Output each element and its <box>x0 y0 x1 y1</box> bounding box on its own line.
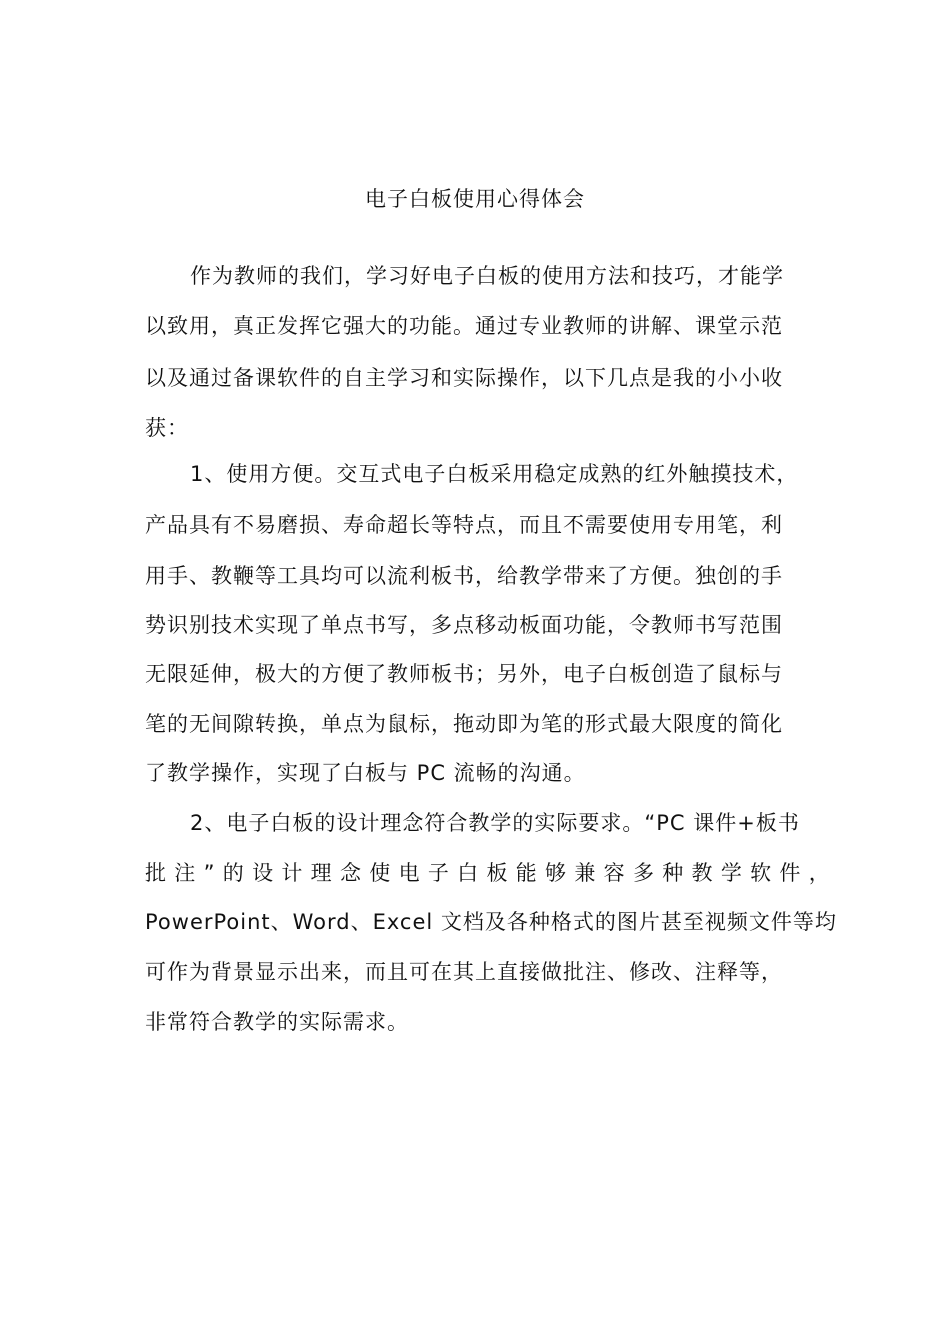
spread-character: 兼 <box>574 861 596 885</box>
paragraph-2-line-3: 用手、教鞭等工具均可以流利板书，给教学带来了方便。独创的手 <box>145 564 783 588</box>
spread-character: ” <box>203 861 215 885</box>
spread-character: 注 <box>174 861 196 885</box>
document-title: 电子白板使用心得体会 <box>365 187 585 211</box>
paragraph-1-line-2: 以致用，真正发挥它强大的功能。通过专业教师的讲解、课堂示范 <box>145 314 783 338</box>
spread-character: 批 <box>145 861 166 885</box>
spread-character: 的 <box>222 861 244 885</box>
paragraph-2-line-1: 1、使用方便。交互式电子白板采用稳定成熟的红外触摸技术， <box>190 462 799 486</box>
paragraph-1-line-3: 以及通过备课软件的自主学习和实际操作，以下几点是我的小小收 <box>145 366 783 390</box>
spread-character: 学 <box>720 861 742 885</box>
paragraph-2-line-5: 无限延伸，极大的方便了教师板书；另外，电子白板创造了鼠标与 <box>145 662 783 686</box>
paragraph-1-line-4: 获： <box>145 416 189 440</box>
spread-character: 够 <box>545 861 567 885</box>
spread-character: 件 <box>779 861 801 885</box>
paragraph-2-line-4: 势识别技术实现了单点书写，多点移动板面功能，令教师书写范围 <box>145 613 783 637</box>
spread-character: 软 <box>750 861 772 885</box>
spread-character: 教 <box>691 861 713 885</box>
paragraph-2-line-6: 笔的无间隙转换，单点为鼠标，拖动即为笔的形式最大限度的简化 <box>145 712 783 736</box>
paragraph-2-line-2: 产品具有不易磨损、寿命超长等特点，而且不需要使用专用笔，利 <box>145 513 783 537</box>
spread-character: 容 <box>603 861 625 885</box>
spread-character: 设 <box>252 861 274 885</box>
paragraph-3-line-4: 可作为背景显示出来，而且可在其上直接做批注、修改、注释等， <box>145 960 783 984</box>
spread-character: 计 <box>281 861 303 885</box>
spread-character: 电 <box>398 861 420 885</box>
spread-character: 种 <box>662 861 684 885</box>
spread-character: 板 <box>486 861 508 885</box>
spread-character: 能 <box>515 861 537 885</box>
spread-character: 子 <box>427 861 449 885</box>
spread-character: 念 <box>339 861 361 885</box>
paragraph-3-line-3: PowerPoint、Word、Excel 文档及各种格式的图片甚至视频文件等均 <box>145 910 837 934</box>
paragraph-3-line-5: 非常符合教学的实际需求。 <box>145 1010 409 1034</box>
paragraph-2-line-7: 了教学操作，实现了白板与 PC 流畅的沟通。 <box>145 761 586 785</box>
spread-character: 理 <box>310 861 332 885</box>
spread-character: 白 <box>457 861 479 885</box>
paragraph-3-line-1: 2、电子白板的设计理念符合教学的实际要求。“PC 课件+板书 <box>190 811 800 835</box>
spread-character: ， <box>808 861 830 885</box>
spread-character: 使 <box>369 861 391 885</box>
spread-character: 多 <box>632 861 654 885</box>
paragraph-1-line-1: 作为教师的我们，学习好电子白板的使用方法和技巧，才能学 <box>190 264 784 288</box>
paragraph-3-line-2 <box>145 858 830 888</box>
